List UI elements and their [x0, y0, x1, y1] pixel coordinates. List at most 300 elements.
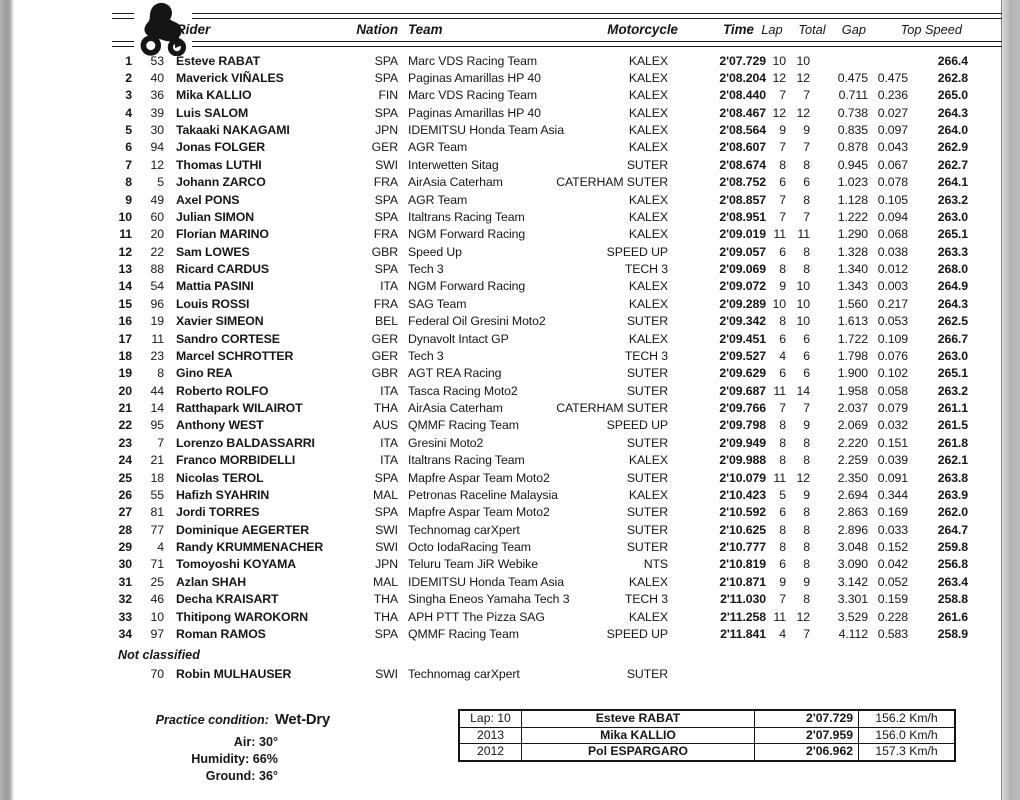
total-laps-cell: 6	[803, 348, 810, 363]
result-row	[0, 435, 1020, 452]
lap-cell: 8	[779, 453, 786, 468]
rider-number-cell: 54	[150, 279, 164, 294]
result-row	[0, 539, 1020, 556]
position-cell: 7	[125, 157, 132, 172]
gap-to-prev-cell: 0.053	[877, 314, 908, 329]
result-row	[0, 487, 1020, 504]
position-cell: 17	[118, 331, 132, 346]
rider-name-cell: Ratthapark WILAIROT	[176, 401, 303, 415]
total-laps-cell: 14	[796, 383, 810, 398]
gap-to-prev-cell: 0.076	[877, 348, 908, 363]
time-cell: 2'09.019	[719, 227, 766, 242]
motorcycle-cell: KALEX	[628, 574, 668, 589]
position-cell: 3	[125, 88, 132, 103]
gap-to-prev-cell: 0.038	[877, 244, 908, 259]
rider-number-cell: 14	[150, 401, 164, 415]
column-header-team: Team	[408, 22, 443, 37]
position-cell: 28	[118, 522, 132, 537]
lap-record-table	[458, 709, 956, 762]
time-cell: 2'09.527	[719, 348, 766, 363]
motorcycle-cell: KALEX	[628, 209, 668, 224]
position-cell: 22	[118, 418, 132, 433]
time-cell: 2'10.819	[719, 557, 766, 572]
gap-to-prev-cell: 0.032	[877, 418, 908, 433]
motorcycle-cell: KALEX	[628, 487, 668, 502]
time-cell: 2'11.841	[720, 626, 766, 641]
total-laps-cell: 6	[803, 366, 810, 381]
top-speed-cell: 261.1	[937, 401, 968, 415]
humidity: Humidity: 66%	[191, 752, 278, 766]
result-row	[0, 452, 1020, 469]
team-cell: Dynavolt Intact GP	[408, 331, 509, 346]
lap-cell: 6	[779, 366, 786, 381]
rider-name-cell: Florian MARINO	[176, 227, 269, 242]
team-cell: Marc VDS Racing Team	[408, 88, 537, 103]
position-cell: 2	[125, 70, 132, 85]
rider-number-cell: 94	[150, 140, 164, 155]
lap-record-labels	[246, 711, 454, 758]
time-cell: 2'09.451	[719, 331, 766, 346]
rider-name-cell: Esteve RABAT	[176, 53, 260, 68]
time-cell: 2'09.072	[719, 279, 766, 294]
team-cell: Italtrans Racing Team	[408, 453, 525, 468]
gap-to-prev-cell: 0.091	[877, 470, 908, 485]
motorcycle-cell: SUTER	[626, 383, 668, 398]
nation-cell: THA	[373, 592, 398, 607]
motorcycle-cell: SUTER	[626, 366, 668, 381]
result-row	[0, 139, 1020, 156]
team-cell: Interwetten Sitag	[408, 157, 499, 172]
total-laps-cell: 9	[803, 574, 810, 589]
motorcycle-cell: SPEED UP	[606, 418, 668, 433]
results-table	[0, 53, 1020, 644]
gap-to-first-cell: 2.350	[837, 470, 868, 485]
time-cell: 2'09.687	[719, 383, 766, 398]
position-cell: 25	[118, 470, 132, 485]
nation-cell: GER	[371, 348, 398, 363]
rider-name-cell: Luis SALOM	[176, 105, 249, 120]
gap-to-first-cell: 4.112	[838, 626, 868, 641]
position-cell: 6	[125, 140, 132, 155]
team-cell: Paginas Amarillas HP 40	[408, 105, 541, 120]
lap-cell: 7	[779, 209, 786, 224]
nation-cell: AUS	[373, 418, 398, 433]
position-cell: 29	[118, 540, 132, 554]
lap-cell: 6	[779, 175, 786, 190]
lap-cell: 5	[779, 487, 786, 502]
nation-cell: GER	[371, 331, 398, 346]
lap-cell: 6	[779, 244, 786, 259]
rider-name-cell: Mika KALLIO	[176, 88, 252, 103]
total-laps-cell: 8	[803, 244, 810, 259]
team-cell: Octo IodaRacing Team	[408, 540, 531, 554]
lap-cell: 8	[779, 314, 786, 329]
result-row	[0, 192, 1020, 209]
team-cell: AirAsia Caterham	[408, 175, 503, 190]
gap-to-first-cell: 1.290	[837, 227, 868, 242]
lap-cell: 12	[772, 70, 786, 85]
time-cell: 2'08.674	[719, 157, 766, 172]
total-laps-cell: 11	[797, 227, 810, 242]
team-cell: IDEMITSU Honda Team Asia	[408, 574, 564, 589]
result-row	[0, 209, 1020, 226]
motorcycle-cell: SUTER	[626, 667, 668, 681]
lap-cell: 8	[779, 522, 786, 537]
result-row	[0, 331, 1020, 348]
nation-cell: FRA	[373, 175, 398, 190]
motorcycle-cell: TECH 3	[624, 262, 668, 276]
motorcycle-cell: KALEX	[628, 296, 668, 311]
motorcycle-cell: SUTER	[626, 157, 668, 172]
total-laps-cell: 10	[796, 53, 810, 68]
position-cell: 18	[118, 348, 132, 363]
gap-to-prev-cell: 0.079	[877, 401, 908, 415]
lap-cell: 6	[779, 505, 786, 520]
motorcycle-cell: SUTER	[626, 540, 668, 554]
position-cell: 14	[118, 279, 132, 294]
rider-name-cell: Johann ZARCO	[176, 175, 266, 190]
lap-record-label	[246, 727, 454, 743]
top-speed-cell: 264.7	[937, 522, 968, 537]
position-cell: 30	[118, 557, 132, 572]
lap-cell: 4	[779, 348, 786, 363]
motorcycle-cell: TECH 3	[624, 592, 668, 607]
nation-cell: GER	[371, 140, 398, 155]
motorcycle-cell: KALEX	[628, 70, 668, 85]
nation-cell: SPA	[374, 70, 398, 85]
gap-to-first-cell: 0.878	[837, 140, 868, 155]
top-speed-cell: 263.2	[937, 192, 968, 207]
gap-to-prev-cell: 0.003	[877, 279, 908, 294]
top-speed-cell: 262.5	[937, 314, 968, 329]
gap-to-first-cell: 1.798	[837, 348, 868, 363]
team-cell: Italtrans Racing Team	[408, 209, 525, 224]
nation-cell: ITA	[380, 279, 398, 294]
record-rider-cell: Esteve RABAT	[522, 711, 755, 727]
gap-to-first-cell: 1.023	[837, 175, 868, 190]
nation-cell: SPA	[374, 470, 398, 485]
rider-name-cell: Jonas FOLGER	[176, 140, 265, 155]
total-laps-cell: 8	[803, 522, 810, 537]
position-cell: 19	[118, 366, 132, 381]
rider-number-cell: 23	[150, 348, 164, 363]
rider-name-cell: Marcel SCHROTTER	[176, 348, 294, 363]
motorcycle-cell: KALEX	[628, 331, 668, 346]
team-cell: AGR Team	[408, 140, 468, 155]
nation-cell: THA	[373, 401, 398, 415]
gap-to-first-cell: 1.613	[837, 314, 868, 329]
team-cell: Singha Eneos Yamaha Tech 3	[408, 592, 570, 607]
gap-to-first-cell: 2.037	[837, 401, 868, 415]
lap-cell: 11	[773, 470, 786, 485]
rider-number-cell: 96	[150, 296, 164, 311]
record-rider-cell: Pol ESPARGARO	[522, 744, 755, 760]
result-row	[0, 365, 1020, 382]
team-cell: AGR Team	[408, 192, 468, 207]
result-row	[0, 609, 1020, 626]
column-header-nation: Nation	[356, 22, 398, 37]
motorcycle-cell: CATERHAM SUTER	[556, 401, 668, 415]
total-laps-cell: 6	[803, 331, 810, 346]
total-laps-cell: 8	[803, 592, 810, 607]
top-speed-cell: 268.0	[937, 262, 968, 276]
gap-to-prev-cell: 0.027	[877, 105, 908, 120]
motorcycle-cell: NTS	[643, 557, 668, 572]
gap-to-first-cell: 3.301	[837, 592, 868, 607]
lap-record-row	[460, 743, 954, 760]
time-cell: 2'10.592	[719, 505, 766, 520]
time-cell: 2'08.951	[719, 209, 766, 224]
rider-number-cell: 95	[150, 418, 164, 433]
top-speed-cell: 261.6	[937, 609, 968, 624]
team-cell: AirAsia Caterham	[408, 401, 503, 415]
time-cell: 2'10.079	[719, 470, 766, 485]
gap-to-prev-cell: 0.052	[877, 574, 908, 589]
lap-cell: 9	[779, 123, 786, 137]
rider-number-cell: 19	[150, 314, 164, 329]
rider-number-cell: 71	[150, 557, 164, 572]
rider-name-cell: Lorenzo BALDASSARRI	[176, 435, 315, 450]
time-cell: 2'10.871	[719, 574, 766, 589]
total-laps-cell: 12	[796, 470, 810, 485]
result-row	[0, 504, 1020, 521]
result-row	[0, 122, 1020, 139]
lap-cell: 10	[772, 53, 786, 68]
position-cell: 12	[118, 244, 132, 259]
rider-name-cell: Hafizh SYAHRIN	[176, 487, 270, 502]
top-speed-cell: 265.0	[937, 88, 968, 103]
top-speed-cell: 261.5	[937, 418, 968, 433]
top-speed-cell: 263.0	[937, 209, 968, 224]
position-cell: 9	[125, 192, 132, 207]
position-cell: 10	[118, 209, 132, 224]
gap-to-prev-cell: 0.159	[877, 592, 908, 607]
ground-temperature: Ground: 36°	[205, 769, 278, 783]
team-cell: Petronas Raceline Malaysia	[408, 487, 558, 502]
rider-number-cell: 12	[150, 157, 164, 172]
gap-to-first-cell: 0.738	[837, 105, 868, 120]
team-cell: Technomag carXpert	[408, 522, 520, 537]
nation-cell: SPA	[374, 505, 398, 520]
position-cell: 13	[118, 262, 132, 276]
time-cell: 2'10.777	[719, 540, 766, 554]
time-cell: 2'09.289	[719, 296, 766, 311]
rider-name-cell: Julian SIMON	[176, 209, 255, 224]
motorcycle-cell: SUTER	[626, 522, 668, 537]
gap-to-prev-cell: 0.039	[877, 453, 908, 468]
lap-cell: 7	[779, 140, 786, 155]
gap-to-prev-cell: 0.097	[877, 123, 908, 137]
motorcycle-cell: KALEX	[628, 609, 668, 624]
gap-to-first-cell: 0.945	[837, 157, 868, 172]
result-row	[0, 53, 1020, 70]
gap-to-prev-cell: 0.068	[877, 227, 908, 242]
top-speed-cell: 263.3	[937, 244, 968, 259]
time-cell: 2'10.625	[719, 522, 766, 537]
lap-cell: 7	[779, 401, 786, 415]
top-speed-cell: 264.0	[937, 123, 968, 137]
rider-number-cell: 8	[157, 366, 164, 381]
team-cell: Marc VDS Racing Team	[408, 53, 537, 68]
position-cell: 1	[125, 53, 132, 68]
nation-cell: MAL	[373, 487, 398, 502]
top-speed-cell: 265.1	[937, 366, 968, 381]
top-speed-cell: 263.0	[937, 348, 968, 363]
result-row	[0, 666, 1020, 683]
time-cell: 2'09.069	[719, 262, 766, 276]
nation-cell: ITA	[380, 453, 398, 468]
rider-number-cell: 22	[150, 244, 164, 259]
total-laps-cell: 10	[796, 296, 810, 311]
lap-record-label	[246, 711, 454, 727]
rider-name-cell: Sandro CORTESE	[176, 331, 280, 346]
top-speed-cell: 263.2	[937, 383, 968, 398]
rider-number-cell: 88	[150, 262, 164, 276]
position-cell: 20	[118, 383, 132, 398]
total-laps-cell: 8	[803, 557, 810, 572]
result-row	[0, 70, 1020, 87]
top-speed-cell: 265.1	[937, 227, 968, 242]
motorcycle-cell: SUTER	[626, 314, 668, 329]
rider-number-cell: 39	[150, 105, 164, 120]
rider-name-cell: Nicolas TEROL	[176, 470, 264, 485]
gap-to-prev-cell: 0.033	[877, 522, 908, 537]
gap-to-first-cell: 2.694	[837, 487, 868, 502]
team-cell: Speed Up	[408, 244, 462, 259]
lap-cell: 8	[779, 435, 786, 450]
gap-to-first-cell: 1.343	[837, 279, 868, 294]
position-cell: 8	[125, 175, 132, 190]
rider-number-cell: 18	[150, 470, 164, 485]
team-cell: Tech 3	[408, 348, 444, 363]
total-laps-cell: 7	[803, 401, 810, 415]
gap-to-first-cell: 2.259	[837, 453, 868, 468]
lap-cell: 8	[779, 262, 786, 276]
record-speed-cell: 157.3 Km/h	[875, 744, 938, 759]
column-header-time: Time	[722, 22, 754, 37]
team-cell: Tech 3	[408, 262, 444, 276]
time-cell: 2'11.030	[720, 592, 766, 607]
motorcycle-cell: KALEX	[628, 192, 668, 207]
rider-number-cell: 7	[157, 435, 164, 450]
result-row	[0, 574, 1020, 591]
gap-to-prev-cell: 0.344	[877, 487, 908, 502]
record-speed-cell: 156.2 Km/h	[875, 711, 938, 725]
total-laps-cell: 10	[796, 279, 810, 294]
motorcycle-cell: KALEX	[628, 227, 668, 242]
position-cell: 4	[125, 105, 132, 120]
nation-cell: JPN	[375, 557, 398, 572]
team-cell: Tasca Racing Moto2	[408, 383, 518, 398]
nation-cell: THA	[373, 609, 398, 624]
nation-cell: ITA	[380, 383, 398, 398]
result-row	[0, 626, 1020, 643]
motorcycle-cell: SPEED UP	[606, 626, 668, 641]
rider-number-cell: 49	[150, 192, 164, 207]
result-row	[0, 417, 1020, 434]
top-speed-cell: 262.1	[937, 453, 968, 468]
gap-to-prev-cell: 0.109	[877, 331, 908, 346]
top-speed-cell: 264.3	[937, 296, 968, 311]
column-header-total: Total	[798, 22, 826, 37]
gap-to-first-cell: 2.863	[837, 505, 868, 520]
result-row	[0, 226, 1020, 243]
top-speed-cell: 262.9	[937, 140, 968, 155]
position-cell: 34	[118, 626, 132, 641]
result-row	[0, 470, 1020, 487]
total-laps-cell: 7	[803, 140, 810, 155]
gap-to-first-cell: 3.090	[837, 557, 868, 572]
rider-number-cell: 11	[151, 331, 164, 346]
time-cell: 2'09.988	[719, 453, 766, 468]
rider-name-cell: Axel PONS	[176, 192, 240, 207]
top-speed-cell: 258.8	[937, 592, 968, 607]
rider-number-cell: 36	[150, 88, 164, 103]
top-speed-cell: 264.3	[937, 105, 968, 120]
top-speed-cell: 266.7	[937, 331, 968, 346]
time-cell: 2'09.766	[719, 401, 766, 415]
rider-number-cell: 4	[157, 540, 164, 554]
rider-number-cell: 40	[150, 70, 164, 85]
time-cell: 2'08.204	[719, 70, 766, 85]
top-speed-cell: 264.9	[937, 279, 968, 294]
nation-cell: SPA	[374, 209, 398, 224]
total-laps-cell: 8	[803, 453, 810, 468]
lap-cell: 7	[779, 88, 786, 103]
result-row	[0, 174, 1020, 191]
gap-to-first-cell: 1.328	[837, 244, 868, 259]
total-laps-cell: 8	[803, 435, 810, 450]
rider-number-cell: 10	[150, 609, 164, 624]
gap-to-first-cell: 1.722	[837, 331, 868, 346]
position-cell: 23	[118, 435, 132, 450]
team-cell: Teluru Team JiR Webike	[408, 557, 538, 572]
total-laps-cell: 12	[796, 70, 810, 85]
total-laps-cell: 8	[803, 540, 810, 554]
gap-to-prev-cell: 0.228	[877, 609, 908, 624]
result-row	[0, 556, 1020, 573]
rider-name-cell: Azlan SHAH	[176, 574, 247, 589]
rider-number-cell: 44	[150, 383, 164, 398]
gap-to-prev-cell: 0.169	[877, 505, 908, 520]
rider-name-cell: Sam LOWES	[176, 244, 250, 259]
result-row	[0, 348, 1020, 365]
rider-name-cell: Ricard CARDUS	[176, 262, 269, 276]
result-row	[0, 87, 1020, 104]
lap-cell: 4	[779, 626, 786, 641]
time-cell: 2'09.949	[719, 435, 766, 450]
nation-cell: GBR	[371, 366, 398, 381]
total-laps-cell: 12	[796, 105, 810, 120]
lap-record-label	[246, 742, 454, 758]
time-cell: 2'08.440	[719, 88, 766, 103]
position-cell: 24	[118, 453, 132, 468]
column-header-rider: Rider	[176, 22, 211, 37]
result-row	[0, 244, 1020, 261]
lap-cell: 9	[779, 574, 786, 589]
rider-number-cell: 46	[150, 592, 164, 607]
gap-to-first-cell: 1.560	[837, 296, 868, 311]
position-cell: 11	[119, 227, 132, 242]
rider-name-cell: Dominique AEGERTER	[176, 522, 310, 537]
position-cell: 32	[118, 592, 132, 607]
rider-name-cell: Mattia PASINI	[176, 279, 254, 294]
position-cell: 26	[118, 487, 132, 502]
gap-to-first-cell: 0.835	[837, 123, 868, 137]
total-laps-cell: 7	[803, 209, 810, 224]
team-cell: IDEMITSU Honda Team Asia	[408, 123, 564, 137]
team-cell: NGM Forward Racing	[408, 227, 526, 242]
